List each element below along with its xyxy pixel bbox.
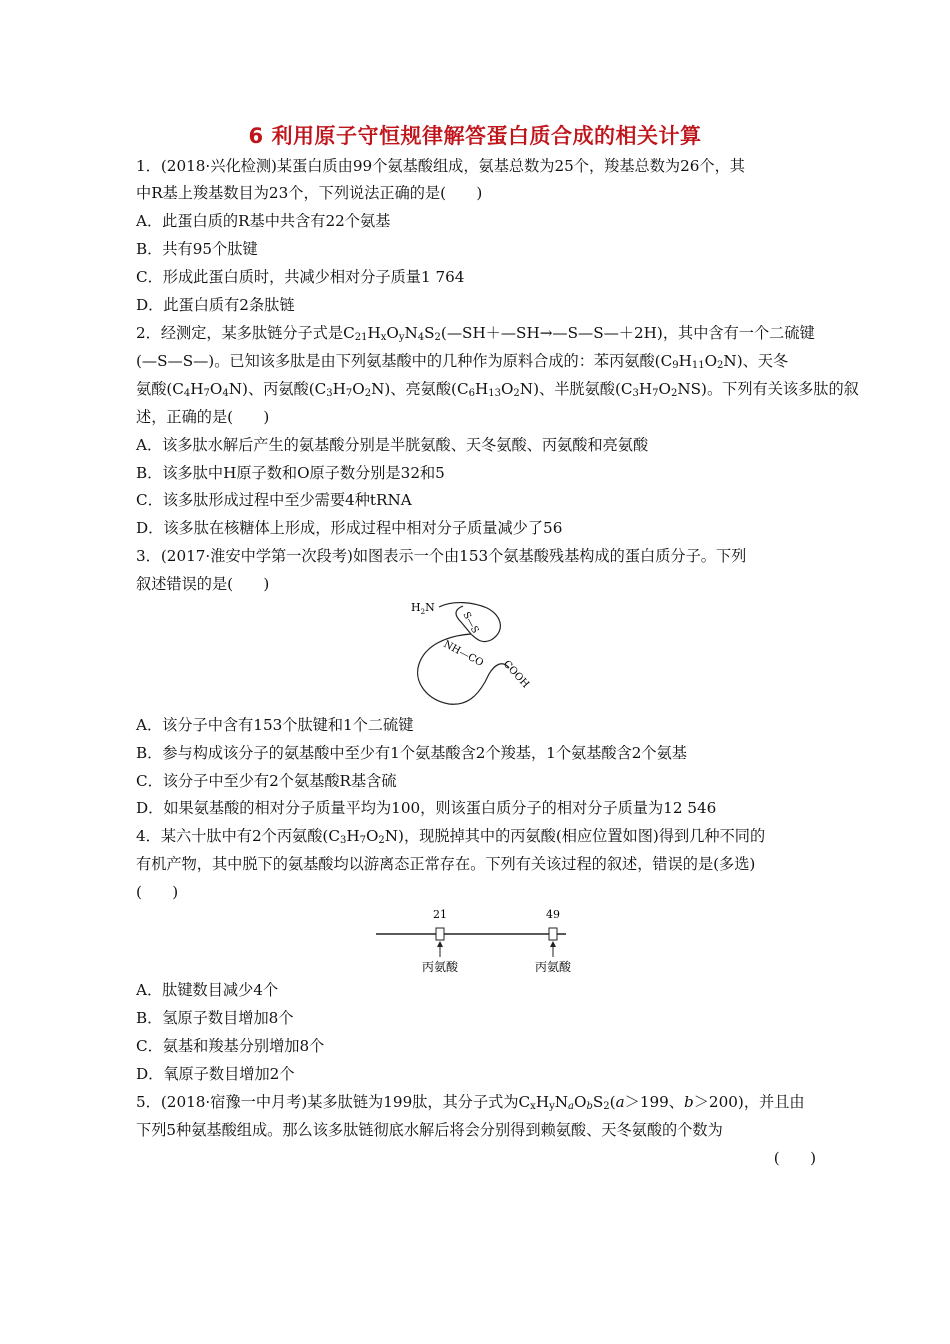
q1-option-a: A．此蛋白质的R基中共含有22个氨基: [136, 212, 391, 230]
q1-stem-line1: 1．(2018·兴化检测)某蛋白质由99个氨基酸组成，氨基总数为25个，羧基总数为26个，其: [136, 157, 745, 175]
q3-option-b: B．参与构成该分子的氨基酸中至少有1个氨基酸含2个羧基，1个氨基酸含2个氨基: [136, 744, 687, 762]
q4-option-a: A．肽键数目减少4个: [136, 981, 279, 999]
q1-stem-line2: 中R基上羧基数目为23个，下列说法正确的是( ): [136, 184, 483, 202]
alanine-label-1: 丙氨酸: [421, 960, 459, 974]
q5-stem-line2: 下列5种氨基酸组成。那么该多肽链彻底水解后将会分别得到赖氨酸、天冬氨酸的个数为: [136, 1121, 723, 1139]
h2n-label: $H_2N$: [411, 601, 435, 616]
q2-stem-line3: 氨酸$(C_4H_7O_4N)$、丙氨酸$(C_3H_7O_2N)$、亮氨酸$(C_6H_{13}O_2N)$、半胱氨酸$(C_3H_7O_2NS)$。下列有关该多肽的叙: [136, 380, 859, 399]
q3-stem-line2: 叙述错误的是( ): [136, 575, 270, 593]
q5-stem-line1: 5．(2018·宿豫一中月考)某多肽链为199肽，其分子式为$C_xH_yN_aO_bS_2(a>199$、b＞200)，并且由: [136, 1093, 805, 1112]
peptide-chain-loop: [418, 634, 509, 704]
protein-structure-figure: [405, 598, 555, 710]
q2-option-d: D．该多肽在核糖体上形成，形成过程中相对分子质量减少了56: [136, 519, 563, 537]
q2-option-a: A．该多肽水解后产生的氨基酸分别是半胱氨酸、天冬氨酸、丙氨酸和亮氨酸: [136, 436, 649, 454]
q2-stem-line2: (—S—S—)。已知该多肽是由下列氨基酸中的几种作为原料合成的：苯丙氨酸$(C_9H_{11}O_2N)$、天冬: [136, 352, 789, 371]
q3-stem-line1: 3．(2017·淮安中学第一次段考)如图表示一个由153个氨基酸残基构成的蛋白质分子。下列: [136, 547, 747, 565]
q2-stem-line4: 述，正确的是( ): [136, 408, 270, 426]
peptide-bond-label: NH—CO: [441, 638, 486, 669]
q4-stem-line2: 有机产物，其中脱下的氨基酸均以游离态正常存在。下列有关该过程的叙述，错误的是(多选): [136, 855, 756, 873]
q1-option-d: D．此蛋白质有2条肽链: [136, 296, 295, 314]
cooh-label: COOH: [500, 658, 531, 691]
q4-stem-line1: 4．某六十肽中有2个丙氨酸$(C_3H_7O_2N)$，现脱掉其中的丙氨酸(相应位置如图)得到几种不同的: [136, 827, 766, 846]
alanine-label-2: 丙氨酸: [534, 960, 572, 974]
arrowhead-21: [437, 941, 443, 947]
position-49-label: 49: [546, 908, 560, 921]
q4-option-d: D．氧原子数目增加2个: [136, 1065, 295, 1083]
q3-option-d: D．如果氨基酸的相对分子质量平均为100，则该蛋白质分子的相对分子质量为12 546: [136, 799, 717, 817]
q4-option-b: B．氢原子数目增加8个: [136, 1009, 294, 1027]
alanine-box-21: [436, 928, 444, 940]
arrowhead-49: [550, 941, 556, 947]
alanine-box-49: [549, 928, 557, 940]
q1-option-b: B．共有95个肽键: [136, 240, 258, 258]
position-21-label: 21: [433, 908, 447, 921]
q3-option-c: C．该分子中至少有2个氨基酸R基含硫: [136, 772, 397, 790]
q3-option-a: A．该分子中含有153个肽键和1个二硫键: [136, 716, 414, 734]
q5-answer-blank: ( ): [773, 1149, 816, 1167]
q1-option-c: C．形成此蛋白质时，共减少相对分子质量1 764: [136, 268, 465, 286]
q2-stem-line1: 2．经测定，某多肽链分子式是$C_{21}H_xO_yN_4S_2(—SH+—SH\to—S—S—+2H)$，其中含有一个二硫键: [136, 324, 815, 343]
q4-stem-line3: ( ): [136, 883, 179, 901]
q4-option-c: C．氨基和羧基分别增加8个: [136, 1037, 325, 1055]
q2-option-b: B．该多肽中H原子数和O原子数分别是32和5: [136, 464, 445, 482]
alanine-position-figure: [372, 905, 582, 975]
disulfide-label: S—S: [460, 610, 481, 636]
page-title: 6 利用原子守恒规律解答蛋白质合成的相关计算: [248, 124, 702, 148]
q2-option-c: C．该多肽形成过程中至少需要4种tRNA: [136, 491, 412, 509]
